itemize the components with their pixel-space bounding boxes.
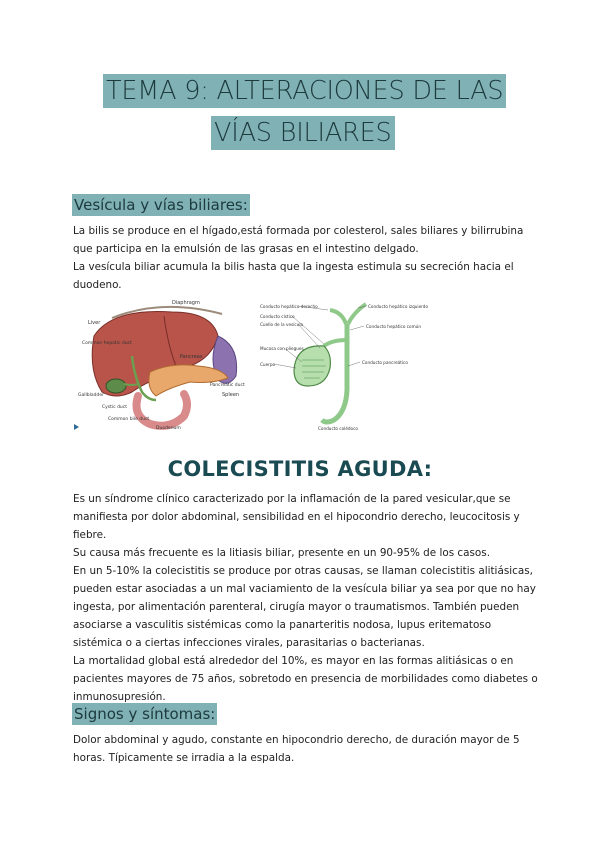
label-pancreas: Pancreas	[180, 354, 203, 360]
label-diaphragm: Diaphragm	[172, 300, 200, 306]
section2-body	[73, 490, 543, 706]
label-cystic: Cystic duct	[102, 405, 128, 410]
label-common-bile: Common bile duct	[108, 417, 150, 422]
label-cuello: Cuello de la vesícula	[260, 322, 304, 327]
paragraph: Dolor abdominal y agudo, constante en hipocondrio derecho, de duración mayor de 5 horas. Típicamente se irradia a la espalda.	[73, 734, 520, 764]
label-gallbladder: Gallbladder	[78, 393, 104, 398]
label-common-hepatic: Common hepatic duct	[82, 341, 132, 346]
paragraph: La bilis se produce en el hígado,está formada por colesterol, sales biliares y bilirrubina que participa en la emulsión de las grasas en el intestino delgado.	[73, 225, 524, 255]
page-title-line-1: TEMA 9: ALTERACIONES DE LAS	[103, 74, 506, 108]
paragraph: En un 5-10% la colecistitis se produce por otras causas, se llaman colecistitis alitiásicas, pueden estar asociadas a un mal vaciamiento de la vesícula biliar ya sea por que no hay ingesta, por alimentación parenteral, cirugía mayor o traumatismos. También pueden asociarse a vasculitis sistémicas como la panarteritis nodosa, lupus eritematoso sistémica o a ciertas infecciones virales, parasitarias o bacterianas.	[73, 565, 536, 649]
liver-anatomy-figure	[72, 296, 244, 432]
paragraph: La vesícula biliar acumula la bilis hasta que la ingesta estimula su secreción hacia el duodeno.	[73, 261, 514, 291]
label-conducto-pancreatico: Conducto pancreático	[362, 360, 408, 365]
label-duodenum: Duodenum	[156, 426, 181, 431]
bile-ducts-illustration	[258, 300, 429, 434]
label-hepatico-izquierdo: Conducto hepático izquierdo	[368, 304, 429, 309]
label-conducto-cistico: Conducto cístico	[260, 314, 295, 319]
section3-body	[73, 731, 543, 767]
paragraph: La mortalidad global está alrededor del 10%, es mayor en las formas alitiásicas o en pacientes mayores de 75 años, sobretodo en presencia de morbilidades como diabetes o inmunosupresión.	[73, 655, 538, 703]
label-pancreatic-duct: Pancreatic duct	[210, 383, 245, 388]
label-cuerpo: Cuerpo	[260, 362, 276, 367]
liver-anatomy-illustration	[72, 296, 244, 432]
label-spleen: Spleen	[222, 392, 240, 398]
label-hepatico-derecho: Conducto hepático derecho	[260, 304, 318, 309]
paragraph: Su causa más frecuente es la litiasis biliar, presente en un 90-95% de los casos.	[73, 547, 490, 559]
page-title-line-2: VÍAS BILIARES	[211, 116, 395, 150]
bile-ducts-figure	[258, 300, 429, 434]
section1-body	[73, 222, 543, 294]
section-heading-colecistitis: COLECISTITIS AGUDA:	[167, 457, 433, 481]
label-hepatico-comun: Conducto hepático común	[366, 324, 421, 329]
label-mucosa: Mucosa con pliegues	[260, 346, 304, 351]
label-coledoco: Conducto colédoco	[318, 426, 358, 431]
label-liver: Liver	[88, 320, 101, 326]
section-heading-vesicula: Vesícula y vías biliares:	[74, 196, 248, 214]
paragraph: Es un síndrome clínico caracterizado por la inflamación de la pared vesicular,que se manifiesta por dolor abdominal, sensibilidad en el hipocondrio derecho, leucocitosis y fiebre.	[73, 493, 520, 541]
section-heading-signos: Signos y síntomas:	[74, 705, 216, 723]
